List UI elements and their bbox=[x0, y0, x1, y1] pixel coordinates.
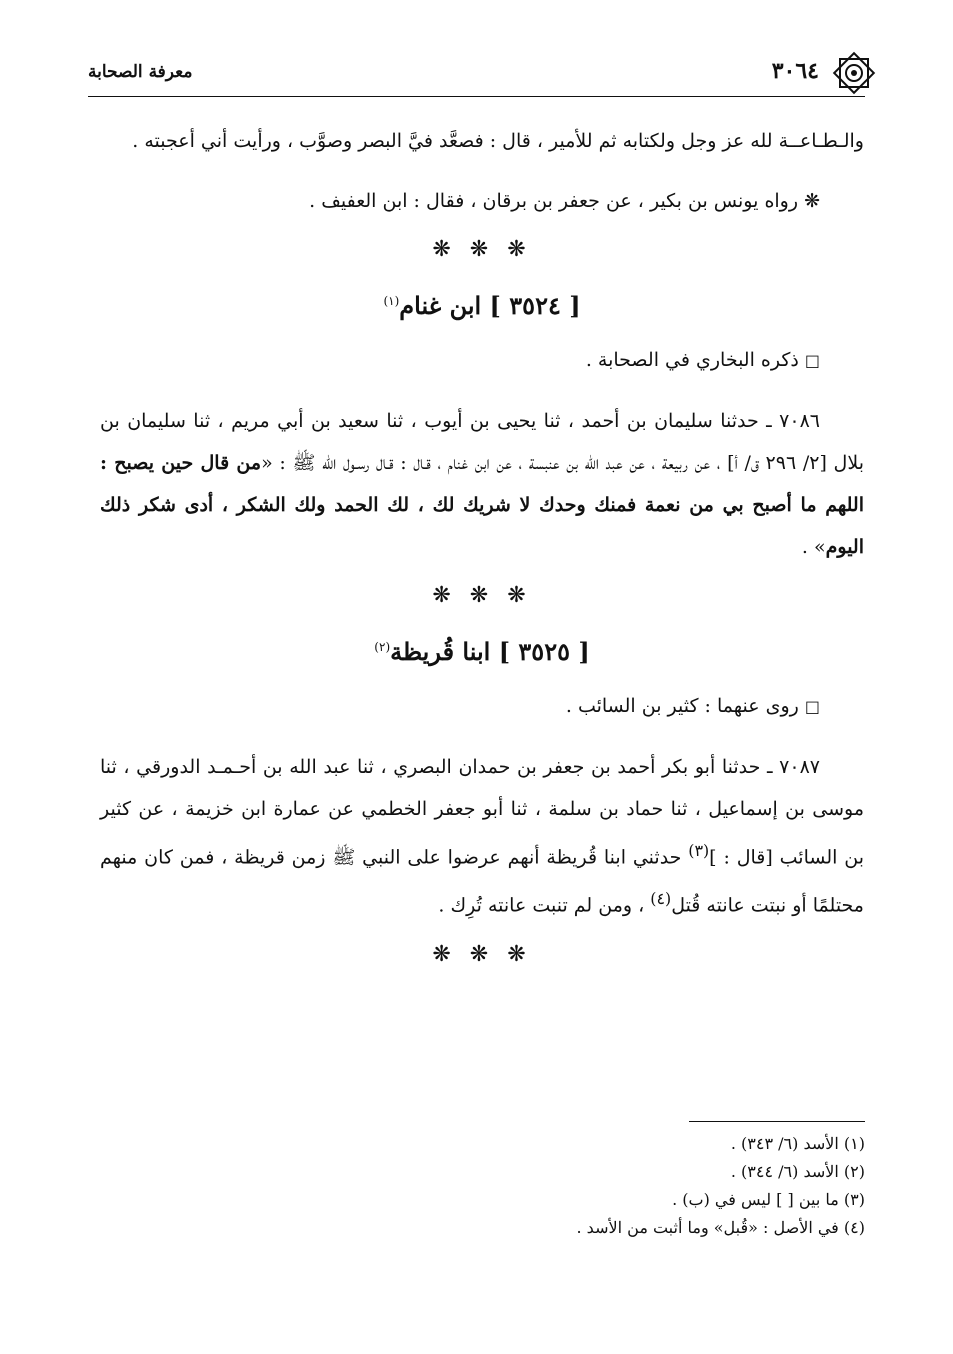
narration-note: ❋ رواه يونس بن بكير ، عن جعفر بن برقان ، فقال : ابن العفيف . bbox=[309, 190, 820, 212]
spacer bbox=[100, 162, 864, 180]
hadith-7086 bbox=[100, 400, 864, 568]
footnote-3: (٣) ما بين [ ] ليس في (ب) . bbox=[672, 1190, 865, 1209]
paragraph-continuation: والـطـاعــة لله عز وجل ولكتابه ثم للأمير ، قال : فصعَّد فيَّ البصر وصوَّب ، ورأيت أني أعجبته . bbox=[132, 130, 864, 152]
star-octagram-icon bbox=[831, 50, 877, 96]
footnote-ref: (٢) bbox=[374, 640, 391, 654]
main-text bbox=[100, 120, 864, 983]
footnote-ref: (٤) bbox=[650, 889, 672, 909]
square-marker-icon: □ bbox=[804, 351, 820, 370]
hadith-7087 bbox=[100, 746, 864, 927]
hadith-text: من قال حين يصبح : اللهم ما أصبح بي من نعمة فمنك وحدك لا شريك لك ، لك الحمد ولك الشكر ، أدى شكر ذلك اليوم bbox=[100, 452, 864, 558]
entry-title-3524 bbox=[100, 278, 864, 329]
hadith-chain: ٧٠٨٧ ـ حدثنا أبو بكر أحمد بن جعفر بن حمدان البصري ، ثنا عبد الله بن أحـمـد الدورقي ، ثنا موسى بن إسماعيل ، ثنا حماد بن سلمة ، ثنا أبو جعفر الخطمي عن عمارة ابن خزيمة ، عن كثير بن السائب [قال : ] bbox=[100, 756, 864, 869]
entry-title-text: [ ٣٥٢٤ ] ابن غنام bbox=[399, 291, 581, 320]
footnote-ref: (١) bbox=[383, 294, 400, 308]
section-divider-stars: ❋ ❋ ❋ bbox=[432, 583, 532, 608]
footnote-4: (٤) في الأصل : «قُبل» وما أثبت من الأسد . bbox=[576, 1218, 865, 1237]
book-title: معرفة الصحابة bbox=[88, 62, 193, 82]
section-divider-stars: ❋ ❋ ❋ bbox=[432, 941, 532, 967]
page-number: ٣٠٦٤ bbox=[771, 58, 819, 84]
hadith-chain: ٧٠٨٦ ـ حدثنا سليمان بن أحمد ، ثنا يحيى بن أيوب ، ثنا سعيد بن أبي مريم ، ثنا سليمان بن بلال [٢/ ٢٩٦ ق/ أ] ، عن ربيعة ، عن عبد الله بن عنبسة ، عن ابن غنام ، قـال : قـال رسـول الله ﷺ : « bbox=[100, 410, 864, 474]
spacer bbox=[100, 728, 864, 746]
entry-title-3525 bbox=[100, 624, 864, 675]
footnote-1: (١) الأسد (٦/ ٣٤٣) . bbox=[730, 1134, 865, 1153]
entry-note-text: روى عنهما : كثير بن السائب . bbox=[565, 695, 799, 717]
entry-note bbox=[100, 685, 864, 728]
spacer bbox=[100, 382, 864, 400]
section-divider-stars: ❋ ❋ ❋ bbox=[432, 237, 532, 262]
hadith-end: » . bbox=[801, 536, 826, 558]
hadith-text: حدثني ابنا قُريظة أنهم عرضوا على النبي ﷺ زمن قريظة ، فمن كان منهم محتلمًا أو نبتت عانته قُتل bbox=[100, 846, 864, 917]
footnote-2: (٢) الأسد (٦/ ٣٤٤) . bbox=[730, 1162, 865, 1181]
footnote-ref: (٣) bbox=[688, 841, 710, 860]
page-header bbox=[88, 52, 865, 97]
footnotes bbox=[265, 1130, 865, 1242]
entry-note bbox=[100, 339, 864, 382]
entry-note-text: ذكره البخاري في الصحابة . bbox=[585, 349, 799, 371]
footnote-separator bbox=[689, 1121, 865, 1122]
entry-title-text: [ ٣٥٢٥ ] ابنا قُريظة bbox=[390, 637, 590, 666]
square-marker-icon: □ bbox=[804, 697, 820, 716]
hadith-end: ، ومن لم تنبت عانته تُرِك . bbox=[438, 894, 651, 917]
